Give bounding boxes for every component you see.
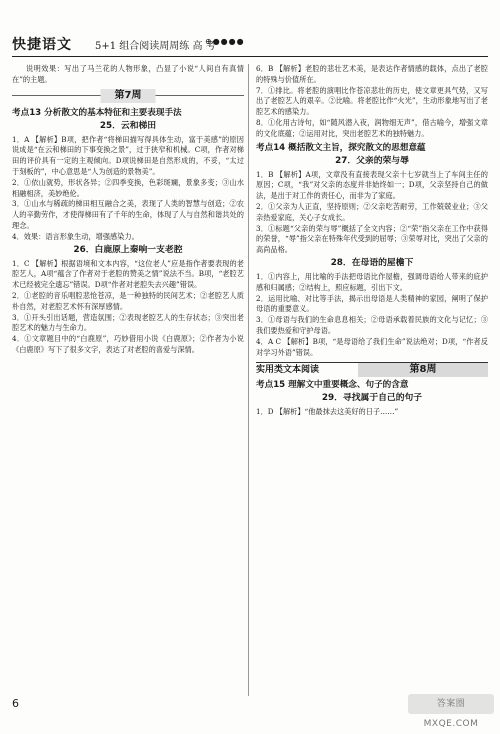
kaodian-15: 考点15 理解文中重要概念、句子的含意 — [256, 380, 409, 391]
watermark-logo — [408, 694, 494, 729]
answer-26-6: 6．B 【解析】老腔的悲壮艺术美，是表达作者情感的载体，点出了老腔的特殊与价值所在。 — [256, 64, 488, 84]
week-7-label: 第7周 — [101, 89, 156, 103]
brand-title: 快捷语文 — [12, 37, 72, 53]
watermark-text: 答案圈 MXQE.COM — [423, 699, 479, 729]
answer-25-4: 4．效果：语言形象生动，增强感染力。 — [12, 231, 139, 241]
section-27-title: 27．父亲的荣与辱 — [335, 155, 409, 166]
answer-26-4: 4．①文章题目中的“白鹿原”，巧妙借用小说《白鹿原》；②作者为小说《白鹿原》写下了很多文字，表达了对老腔的喜爱与深情。 — [12, 334, 244, 354]
intro-paragraph: 说明效果：写出了马兰花的人物形象，凸显了小说“人间自有真情在”的主题。 — [12, 64, 244, 84]
left-column — [12, 64, 244, 356]
decorative-dots-icon: ⊕●●●● — [205, 37, 245, 46]
answer-28-3: 3．①母语与我们的生命息息相关；②母语承载着民族的文化与记忆；③我们要热爱和守护母语。 — [256, 315, 488, 335]
kaodian-14: 考点14 概括散文主旨，探究散文的思想意蕴 — [256, 142, 426, 153]
answer-27-3: 3．①标题“父亲的荣与辱”概括了全文内容；②“荣”指父亲在工作中获得的荣誉，“辱”指父亲在特殊年代受到的屈辱；③荣辱对比，突出了父亲的高尚品格。 — [256, 223, 488, 255]
practical-text-heading: 实用类文本阅读 — [256, 365, 320, 376]
header-rule — [12, 56, 488, 57]
answer-28-4: 4．A C 【解析】B项，“是母语给了我们生命”说法绝对；D项，“作者反对学习外语”错误。 — [256, 336, 488, 357]
section-25-title: 25．云和梯田 — [99, 120, 157, 131]
answer-27-1: 1．B 【解析】A项，文章没有直接表现父亲十七岁就当上了车间主任的原因；C项，“我”对父亲的态度并非始终如一；D项，父亲坚持自己的做法，是出于对工作的责任心，而非为了家庭。 — [256, 169, 488, 201]
section-26-title: 26．白鹿原上秦响一支老腔 — [73, 244, 183, 255]
answer-29-1: 1．D 【解析】“他最抹去这美好的日子……” — [256, 407, 399, 417]
section-29-title: 29．寻找属于自己的句子 — [321, 393, 423, 404]
answer-25-1: 1．A 【解析】B项，把作者“将梯田描写得具体生动，富于美感”的原因说成是“在云和梯田的下事变换之景”，过于狭窄和机械。C项，作者对梯田的评价具有一定的主观倾向。D项说梯田是自然形成的，不妥，“太过于刻板的”，中心意思是“人为创造的景物美”。 — [12, 134, 244, 176]
answer-26-2: 2．①老腔的音乐唱腔悲怆苍凉，是一种独特的民间艺术；②老腔艺人质朴自然，对老腔艺术怀有深厚感情。 — [12, 290, 244, 311]
answer-27-2: 2．①父亲为人正直，坚持原则；②父亲吃苦耐劳，工作兢兢业业；③父亲热爱家庭，关心子女成长。 — [256, 201, 488, 222]
answer-28-2: 2．运用比喻、对比等手法，揭示出母语是人类精神的家园，阐明了保护母语的重要意义。 — [256, 293, 488, 314]
answer-25-2: 2．①依山就势，形状各异；②四季变换，色彩斑斓，景象多变；③山水相融相济，美妙绝伦。 — [12, 177, 244, 198]
answer-26-7: 7．①排比。将老腔的演唱比作苍凉悲壮的历史，使文章更具气势，又写出了老腔艺人的艰辛。②比喻。将老腔比作“火光”，生动形象地写出了老腔艺术的感染力。 — [256, 85, 488, 117]
answer-25-3: 3．①山水与稀疏的梯田相互融合之美，表现了人类的智慧与创造；②农人的辛勤劳作，才使得梯田有了千年的生命，体现了人与自然和谐共处的理念。 — [12, 199, 244, 230]
section-28-title: 28．在母语的屋檐下 — [330, 257, 414, 268]
right-column — [256, 64, 488, 418]
answer-26-3: 3．①开头引出话题，营造氛围；②表现老腔艺人的生存状态；③突出老腔艺术的魅力与生命力。 — [12, 312, 244, 333]
week-8-label: 第8周 — [358, 363, 488, 377]
answer-28-1: 1．①内容上，用比喻的手法把母语比作屋檐，强调母语给人带来的庇护感和归属感；②结构上，照应标题，引出下文。 — [256, 271, 488, 292]
column-divider — [248, 64, 249, 696]
kaodian-13: 考点13 分析散文的基本特征和主要表现手法 — [12, 107, 182, 118]
page-header — [0, 0, 500, 58]
week-7-band — [12, 89, 244, 103]
answer-26-8: 8．①化用古诗句，如“随风潜入夜，润物细无声”，借古喻今，增强文章的文化底蕴；②运用对比，突出老腔艺术的独特魅力。 — [256, 117, 488, 138]
series-title: 5+1 组合阅读周周练 高 考 — [95, 41, 216, 52]
practical-text-bar — [256, 362, 488, 377]
answer-26-1: 1．C 【解析】根据语境和文本内容，“这位老人”应是指作者要表现的老腔艺人，A项“蕴含了作者对于老腔的赞美之情”说法不当。B项，“老腔艺术已经被完全遗忘”错误。D项“作者对老腔失去兴趣”错误。 — [12, 258, 244, 290]
page-number: 6 — [12, 697, 19, 710]
